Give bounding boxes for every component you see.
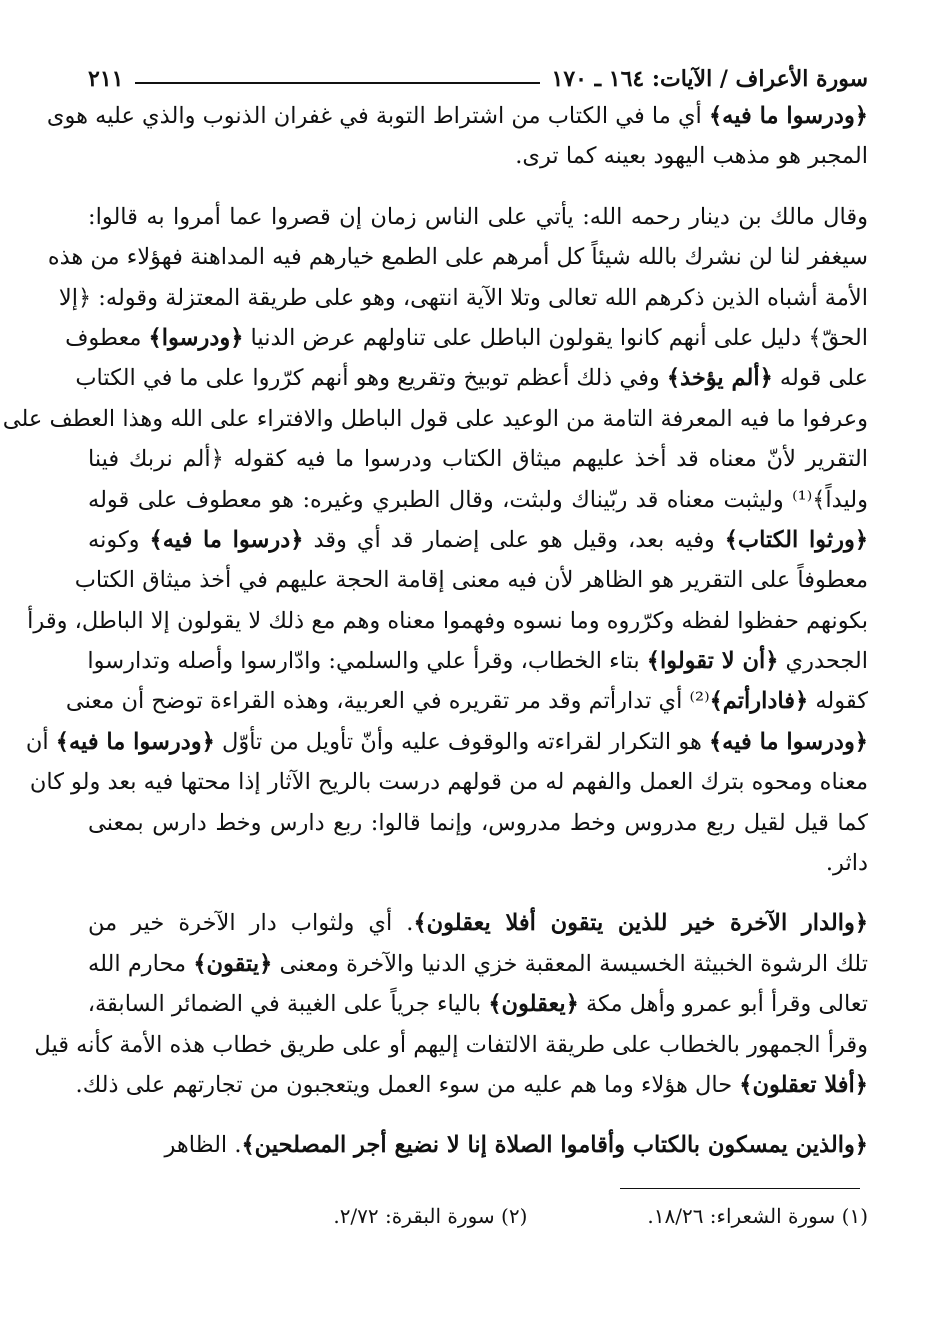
paragraph-gap bbox=[88, 177, 868, 197]
text-line: الحقّ﴾ دليل على أنهم كانوا يقولون الباطل على تناولهم عرض الدنيا ﴿ودرسوا﴾ معطوف bbox=[65, 324, 868, 351]
quran-quote: ﴿والذين يمسكون بالكتاب وأقاموا الصلاة إنا لا نضيع أجر المصلحين﴾ bbox=[241, 1132, 868, 1159]
footnote: (١) سورة الشعراء: ١٨/٢٦. bbox=[647, 1204, 868, 1228]
footnotes bbox=[88, 1204, 868, 1228]
text-line: تعالى وقرأ أبو عمرو وأهل مكة ﴿يعقلون﴾ بالياء جرياً على الغيبة في الضمائر السابقة، bbox=[87, 991, 868, 1018]
text-line: التقرير لأنّ معناه قد أخذ عليهم ميثاق الكتاب ودرسوا ما فيه كقوله ﴿ألم نربك فينا bbox=[88, 446, 868, 473]
quran-quote: ﴿ورثوا الكتاب﴾ bbox=[724, 526, 869, 553]
text-line: المجبر هو مذهب اليهود بعينه كما ترى. bbox=[515, 143, 868, 170]
text-line: وليداً﴾⁽¹⁾ وليثبت معناه قد ربّيناك ولبثت، وقال الطبري وغيره: هو معطوف على قوله bbox=[88, 486, 868, 513]
page-number: ٢١١ bbox=[88, 66, 124, 92]
quran-quote: ﴿يتقون﴾ bbox=[193, 950, 273, 977]
text-line: ﴿والذين يمسكون بالكتاب وأقاموا الصلاة إنا لا نضيع أجر المصلحين﴾. الظاهر bbox=[164, 1132, 868, 1159]
text-line: معطوفاً على التقرير هو الظاهر لأن فيه معنى إقامة الحجة عليهم في أخذ ميثاق الكتاب bbox=[74, 567, 868, 594]
text-line: الأمة أشباه الذين ذكرهم الله تعالى وتلا الآية انتهى، وهو على طريقة المعتزلة وقوله: ﴿إلا bbox=[58, 284, 868, 311]
running-title: سورة الأعراف / الآيات: ١٦٤ ـ ١٧٠ bbox=[551, 66, 868, 92]
text-line: ﴿والدار الآخرة خير للذين يتقون أفلا يعقلون﴾. أي ولثواب دار الآخرة خير من bbox=[88, 910, 868, 937]
quran-quote: ﴿أن لا تقولوا﴾ bbox=[646, 648, 779, 675]
quran-quote: ﴿ودرسوا﴾ bbox=[148, 324, 244, 351]
text-line: وعرفوا ما فيه المعرفة التامة من الوعيد على قول الباطل والافتراء على الله وهذا العطف على bbox=[2, 405, 868, 432]
text-line: كما قيل لقيل ربع مدروس وخط مدروس، وإنما قالوا: ربع دارس وخط دارس بمعنى bbox=[88, 809, 868, 836]
text-line: بكونهم حفظوا لفظه وكرّروه وما نسوه وفهموا معناه وهم مع ذلك لا يقولون إلا الباطل، وقرأ bbox=[27, 607, 868, 634]
text-line: كقوله ﴿فادارأتم﴾⁽²⁾ أي تدارأتم وقد مر تقريره في العربية، وهذه القراءة توضح أن معنى bbox=[65, 688, 868, 715]
text-line: ﴿ورثوا الكتاب﴾ وفيه بعد، وقيل هو على إضمار قد أي وقد ﴿درسوا ما فيه﴾ وكونه bbox=[88, 526, 869, 553]
text-line: وقرأ الجمهور بالخطاب على طريقة الالتفات إليهم أو على طريق خطاب هذه الأمة كأنه قيل bbox=[34, 1031, 868, 1058]
footnote-separator bbox=[620, 1188, 860, 1189]
text-line: ﴿ودرسوا ما فيه﴾ أي ما في الكتاب من اشتراط التوبة في غفران الذنوب والذي عليه هوى bbox=[46, 103, 868, 129]
quran-quote: ﴿والدار الآخرة خير للذين يتقون أفلا يعقلون﴾ bbox=[413, 910, 868, 937]
quran-quote: ﴿يعقلون﴾ bbox=[488, 991, 579, 1018]
book-page bbox=[2, 58, 869, 1166]
footnote: (٢) سورة البقرة: ٢/٧٢. bbox=[333, 1204, 528, 1228]
paragraph-gap bbox=[88, 1105, 868, 1125]
text-line: ﴿أفلا تعقلون﴾ حال هؤلاء وما هم عليه من سوء العمل ويتعجبون من تجارتهم على ذلك. bbox=[75, 1071, 868, 1098]
text-line: على قوله ﴿ألم يؤخذ﴾ وفي ذلك أعظم توبيخ وتقريع وهو أنهم كرّروا على ما في الكتاب bbox=[75, 365, 868, 392]
text-line: داثر. bbox=[825, 850, 868, 877]
text-line: ﴿ودرسوا ما فيه﴾ هو التكرار لقراءته والوقوف عليه وأنّ تأويل من تأوّل ﴿ودرسوا ما فيه﴾ أن bbox=[25, 728, 868, 755]
body-text bbox=[2, 96, 869, 1166]
quran-quote: ﴿ودرسوا ما فيه﴾ bbox=[708, 103, 868, 129]
text-line: سيغفر لنا لن نشرك بالله شيئاً كل أمرهم على الطمع خيارهم فيه المداهنة فهؤلاء من هذه bbox=[47, 244, 868, 271]
quran-quote: ﴿فادارأتم﴾ bbox=[709, 688, 809, 715]
text-line: تلك الرشوة الخبيثة الخسيسة المعقبة خزي الدنيا والآخرة ومعنى ﴿يتقون﴾ محارم الله bbox=[88, 950, 868, 977]
quran-quote: ﴿أفلا تعقلون﴾ bbox=[739, 1071, 868, 1098]
quran-quote: ﴿ودرسوا ما فيه﴾ bbox=[708, 728, 868, 755]
quran-quote: ﴿ألم يؤخذ﴾ bbox=[666, 365, 773, 392]
page-header bbox=[88, 58, 868, 92]
quran-quote: ﴿ودرسوا ما فيه﴾ bbox=[55, 728, 215, 755]
text-line: الجحدري ﴿أن لا تقولوا﴾ بتاء الخطاب، وقرأ علي والسلمي: وادّارسوا وأصله وتدارسوا bbox=[87, 648, 868, 675]
quran-quote: ﴿درسوا ما فيه﴾ bbox=[149, 526, 304, 553]
text-line: معناه ومحوه بترك العمل والفهم له من قولهم درست بالريح الآثار إذا محتها فيه بعد ولو كان bbox=[29, 769, 868, 796]
header-rule bbox=[135, 82, 539, 84]
text-line: وقال مالك بن دينار رحمه الله: يأتي على الناس زمان إن قصروا عما أمروا به قالوا: bbox=[88, 203, 868, 230]
paragraph-gap bbox=[88, 883, 868, 903]
